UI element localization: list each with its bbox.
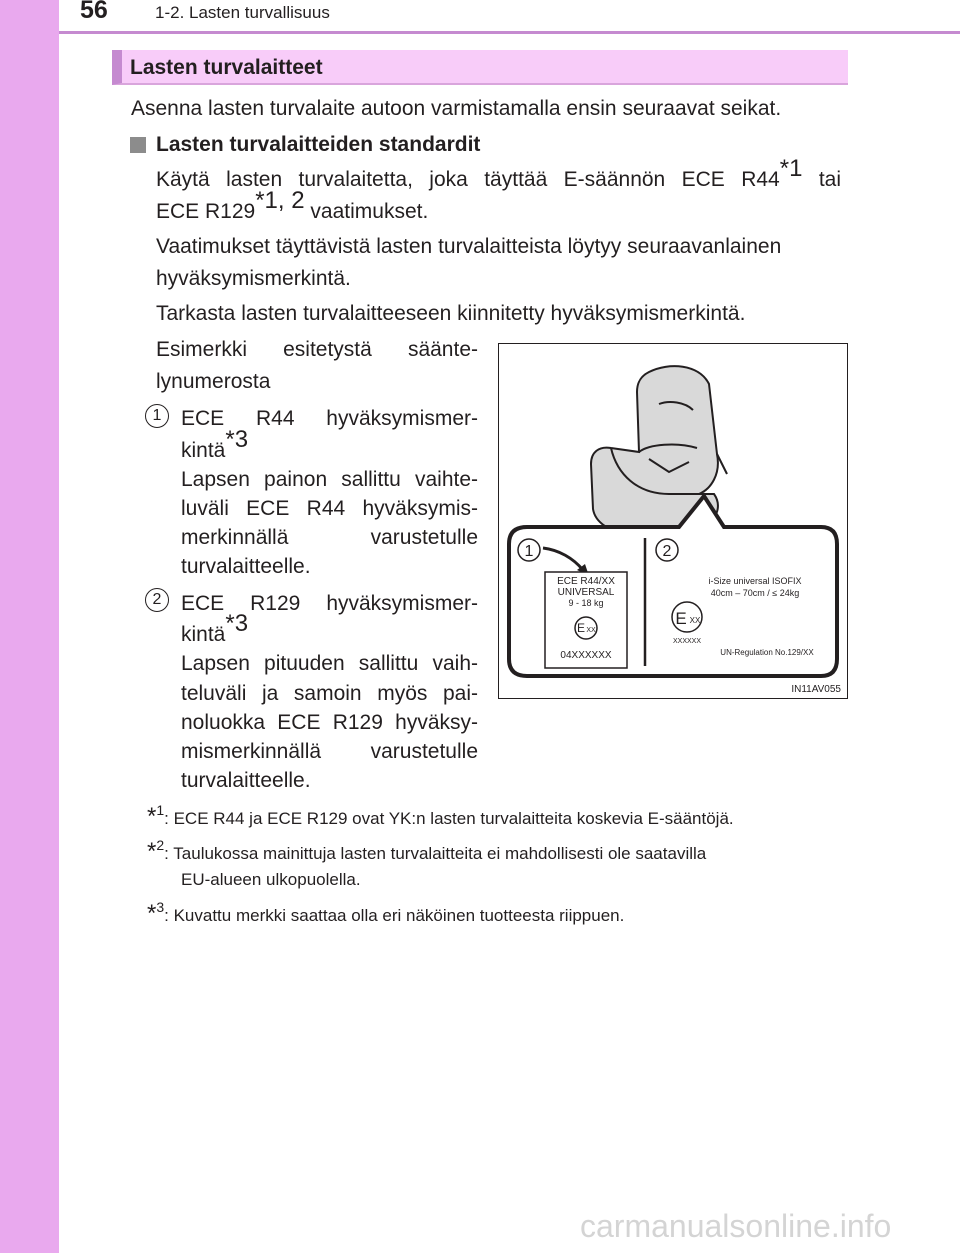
example-line1: Esimerkki esitetystä säänte- [156,338,478,361]
label2-regulation: UN-Regulation No.129/XX [720,648,814,657]
section-header [112,50,848,85]
watermark: carmanualsonline.info [580,1208,892,1244]
subheading: Lasten turvalaitteiden standardit [156,133,481,156]
item2-title-line2: kintä$^{*3}$ [181,610,249,646]
item-number-1: 1 [145,404,169,428]
figure-callout-2: 2 [662,543,672,560]
para1-line1: Käytä lasten turvalaitetta, joka täyttää E-säännön ECE R44$^{*1}$ tai [156,155,841,191]
footnote-2-line2: EU-alueen ulkopuolella. [181,870,361,889]
label2-line2: 40cm – 70cm / ≤ 24kg [710,588,800,598]
para2-line2: hyväksymismerkintä. [156,267,351,290]
label1-line1: ECE R44/XX [557,576,615,587]
item2-desc-line3: noluokka ECE R129 hyväksy- [181,711,478,734]
header-rule [59,31,960,34]
para3: Tarkasta lasten turvalaitteeseen kiinnitetty hyväksymismerkintä. [156,302,746,325]
label1-line3: 9 - 18 kg [568,598,604,608]
chapter-title: 1-2. Lasten turvallisuus [155,3,330,22]
child-seat-figure [498,343,848,699]
figure-id: IN11AV055 [791,684,841,695]
label2-mark: E [675,609,687,628]
intro-text: Asenna lasten turvalaite autoon varmistamalla ensin seuraavat seikat. [131,97,782,120]
left-margin-strip [0,0,59,1253]
footnote-3: *$^3$: Kuvattu merkki saattaa olla eri näköinen tuotteesta riippuen. [147,899,625,927]
para2-line1: Vaatimukset täyttävistä lasten turvalaitteista löytyy seuraavanlainen [156,235,782,258]
item1-desc-line2: luväli ECE R44 hyväksymis- [181,497,478,520]
child-seat-illustration [499,344,847,698]
square-bullet-icon [130,137,146,153]
item2-desc-line4: mismerkinnällä varustetulle [181,740,478,763]
item2-desc-line2: teluväli ja samoin myös pai- [181,682,478,705]
item1-desc-line3: merkinnällä varustetulle [181,526,478,549]
item2-title-line1: ECE R129 hyväksymismer- [181,592,478,615]
item-number-2: 2 [145,588,169,612]
footnote-1: *$^1$: ECE R44 ja ECE R129 ovat YK:n lasten turvalaitteita koskevia E-sääntöjä. [147,802,734,830]
item1-title-line1: ECE R44 hyväksymismer- [181,407,478,430]
item1-desc-line1: Lapsen painon sallittu vaihte- [181,468,478,491]
example-line2: lynumerosta [156,370,271,393]
label1-mark: E [576,621,586,635]
figure-callout-1: 1 [524,543,534,560]
page-number: 56 [80,0,108,24]
item2-desc-line1: Lapsen pituuden sallittu vaih- [181,652,478,675]
label1-line2: UNIVERSAL [557,587,615,598]
label2-line1: i-Size universal ISOFIX [708,576,802,586]
item1-title-line2: kintä$^{*3}$ [181,426,249,462]
label1-mark-sub: XX [586,627,596,634]
item1-desc-line4: turvalaitteelle. [181,555,311,578]
section-title: Lasten turvalaitteet [130,56,323,79]
label2-mark-sub: XX [689,616,701,625]
footnote-2: *$^2$: Taulukossa mainittuja lasten turvalaitteita ei mahdollisesti ole saatavilla [147,837,707,865]
label1-code: 04XXXXXX [560,650,612,661]
item2-desc-line5: turvalaitteelle. [181,769,311,792]
label2-code: XXXXXX [672,638,702,645]
para1-line2: ECE R129$^{*1, 2}$ vaatimukset. [156,187,429,223]
